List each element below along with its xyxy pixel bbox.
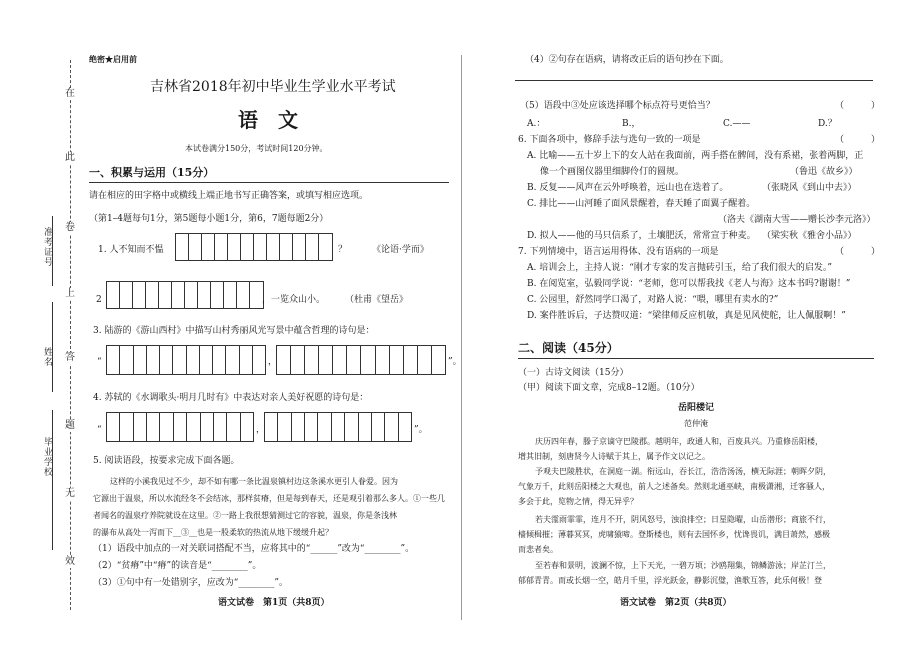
essay-line: 气象万千，此则岳阳楼之大观也，前人之述备矣。然则北通巫峡，南极潇湘，迁客骚人， [518, 482, 830, 491]
q5-sub-5: （5）语段中③处应该选择哪个标点符号更恰当？ [520, 101, 715, 111]
answer-paren[interactable]: （ ） [835, 247, 881, 257]
q5-prompt: 5. 阅读语段，按要求完成下面各题。 [93, 456, 240, 466]
q4-grid-b[interactable] [264, 412, 412, 442]
q2-writing-grid[interactable] [106, 281, 264, 309]
q4-prompt: 4. 苏轼的《水调歌头·明月几时有》中表达对亲人美好祝愿的诗句是： [93, 393, 369, 403]
passage-line: 它源出于温泉，所以水流经冬不会结冰，那样贫瘠，但是每到春天，还是观引着那么多人。①一些几 [93, 494, 445, 503]
exam-number-label: 准考证号 [44, 228, 54, 268]
section-rule [89, 182, 449, 183]
q3-grid-a[interactable] [106, 345, 266, 375]
q6-option-a-cont: 像一个画图仪器里细脚伶仃的圆规。 [540, 167, 685, 177]
q6-option-d-source: （梁实秋《雅舍小品》） [762, 231, 857, 241]
essay-line: 樯倾楫摧；薄暮冥冥，虎啸猿啼。登斯楼也，则有去国怀乡，忧谗畏讥，满目萧然，感极 [518, 530, 830, 539]
q5-sub-3: （3）①句中有一处错别字，应改为“________”。 [93, 578, 288, 588]
margin-char: 答 [65, 352, 75, 363]
q5-sub-4: （4）②句存在语病，请将改正后的语句抄在下面。 [525, 55, 729, 65]
essay-line: 增其旧制，刻唐贤今人诗赋于其上，属予作文以记之。 [518, 452, 710, 461]
margin-char: 在 [65, 88, 75, 99]
q6-option-c[interactable]: C. 排比——山河睡了面风景醒着，春天睡了面翼子醒着。 [527, 199, 756, 209]
q6-option-b-source: （张晓风《到山中去》） [762, 183, 857, 193]
name-label: 姓名 [44, 348, 54, 368]
exam-info: 本试卷满分150分，考试时间120分钟。 [185, 144, 328, 153]
scoring-note: （第1–4题每句1分，第5题每小题1分，第6，7题每题2分） [89, 214, 329, 224]
school-line [52, 410, 53, 550]
exam-title: 吉林省2018年初中毕业生学业水平考试 [150, 79, 396, 95]
essay-line: 庆历四年春，滕子京谪守巴陵郡。越明年，政通人和，百废具兴。乃重修岳阳楼， [535, 437, 823, 446]
essay-title: 岳阳楼记 [678, 403, 715, 413]
section-rule [518, 358, 874, 359]
q6-option-b[interactable]: B. 反复——风声在云外呼唤着，远山也在迭着了。 [527, 183, 729, 193]
q7-prompt: 7. 下列情境中，语言运用得体、没有语病的一项是 [518, 247, 719, 257]
q1-source: 《论语·学而》 [372, 245, 429, 255]
q2-prompt: ，一览众山小。 [262, 295, 326, 305]
q7-option-c[interactable]: C. 公园里，舒然同学口渴了，对路人说：“喂，哪里有卖水的?” [527, 295, 779, 305]
name-line [52, 302, 53, 392]
q5-sub-2: （2）“贫瘠”中“瘠”的读音是“________”。 [93, 561, 262, 571]
answer-paren[interactable]: （ ） [835, 135, 881, 145]
page-footer: 语文试卷 第1页（共8页） [218, 598, 330, 608]
q3-prompt: 3. 陆游的《游山西村》中描写山村秀丽风光写景中蕴含哲理的诗句是： [93, 326, 375, 336]
section-1-heading: 一、积累与运用（15分） [89, 166, 215, 179]
essay-line: 至若春和景明，波澜不惊，上下天光，一碧万顷；沙鸥翔集，锦鳞游泳；岸芷汀兰， [535, 561, 831, 570]
instructions: 请在相应的田字格中或横线上端正地书写正确答案，或填写相应选项。 [89, 191, 369, 201]
binding-line [70, 60, 71, 610]
essay-author: 范仲淹 [684, 419, 708, 428]
secret-label: 绝密★启用前 [89, 54, 137, 64]
passage-line: 这样的小溪我见过不少，却不如有哪一条比温泉镇村边这条溪水更引人眷爱。因为 [110, 477, 398, 486]
margin-char: 无 [65, 488, 75, 499]
q7-option-b[interactable]: B. 在阅览室，弘毅同学说：“老师，您可以帮我找《老人与海》这本书吗?谢谢！” [527, 279, 851, 289]
option-a[interactable]: A.： [527, 119, 546, 129]
passage-line: 者闻名的温泉疗养院就设在这里。②一路上我很想猜测过它的容貌，温泉，你是条浅林 [93, 511, 397, 520]
answer-paren[interactable]: （ ） [835, 101, 881, 111]
quote-open: “ [97, 425, 102, 435]
answer-line[interactable] [515, 80, 873, 81]
q6-option-a-source: （鲁迅《故乡》） [790, 167, 858, 177]
q6-option-c-source: （洛夫《湖南大雪——赠长沙李元洛》） [718, 215, 876, 225]
margin-char: 上 [65, 288, 75, 299]
exam-number-line [52, 216, 53, 286]
margin-char: 效 [65, 556, 75, 567]
page-footer: 语文试卷 第2页（共8页） [620, 598, 732, 608]
q1-mark: ？ [338, 245, 348, 255]
comma: ， [256, 425, 266, 435]
school-label: 毕业学校 [44, 438, 54, 478]
q6-option-a[interactable]: A. 比喻——五十岁上下的女人站在我面前，两手搭在髀间，没有系裙，张着两脚，正 [527, 151, 864, 161]
q5-sub-1: （1）语段中加点的一对关联词搭配不当，应将其中的“______”改为“________”。 [93, 544, 415, 554]
passage-line: 的瀑布从高处一泻而下__③__也是一股柔软的热流从地下缓缓升起？ [93, 528, 333, 537]
section-2-heading: 二、阅读（45分） [518, 341, 619, 355]
q1-writing-grid[interactable] [175, 233, 333, 261]
q1-prompt: 1. 人不知而不愠 [98, 245, 164, 255]
q7-option-a[interactable]: A. 培训会上，主持人说：“刚才专家的发言抛砖引玉，给了我们很大的启发。” [527, 263, 832, 273]
essay-line: 若夫霪雨霏霏，连月不开，阴风怒号，浊浪排空；日星隐曜，山岳潜形；商旅不行， [535, 515, 831, 524]
passage-instruction: （甲）阅读下面文章，完成8–12题。（10分） [518, 383, 700, 393]
q3-grid-b[interactable] [276, 345, 446, 375]
q7-option-d[interactable]: D. 案件胜诉后，子达赞叹道：“梁律师反应机敏，真是见风使舵，让人佩服啊！” [527, 311, 846, 321]
option-d[interactable]: D.？ [818, 119, 837, 129]
margin-char: 卷 [65, 222, 75, 233]
essay-line: 多会于此，览物之情，得无异乎？ [518, 497, 638, 506]
essay-line: 予观夫巴陵胜状，在洞庭一湖。衔远山，吞长江，浩浩汤汤，横无际涯；朝晖夕阴， [535, 467, 831, 476]
margin-char: 此 [65, 152, 75, 163]
quote-close: ”。 [448, 357, 462, 367]
q6-prompt: 6. 下面各项中，修辞手法与选句一致的一项是 [518, 135, 701, 145]
subject-title: 语 文 [238, 108, 298, 132]
subsection-heading: （一）古诗文阅读（15分） [518, 368, 629, 378]
q6-option-d[interactable]: D. 拟人——他的马只信系了，土壤肥沃，常常宣于种麦。 [527, 231, 756, 241]
quote-open: “ [97, 357, 102, 367]
margin-char: 题 [65, 420, 75, 431]
quote-close: ”。 [414, 425, 428, 435]
option-c[interactable]: C.—— [723, 119, 751, 129]
q2-number: 2 [96, 295, 102, 305]
essay-line: 郁郁青青。而或长烟一空，皓月千里，浮光跃金，静影沉璧，渔歌互答，此乐何极！登 [518, 576, 822, 585]
option-b[interactable]: B.， [622, 119, 641, 129]
q2-source: （杜甫《望岳》 [345, 295, 409, 305]
comma: ， [268, 357, 278, 367]
essay-line: 而悲者矣。 [518, 545, 558, 554]
page-divider [461, 55, 462, 620]
q4-grid-a[interactable] [106, 412, 254, 442]
